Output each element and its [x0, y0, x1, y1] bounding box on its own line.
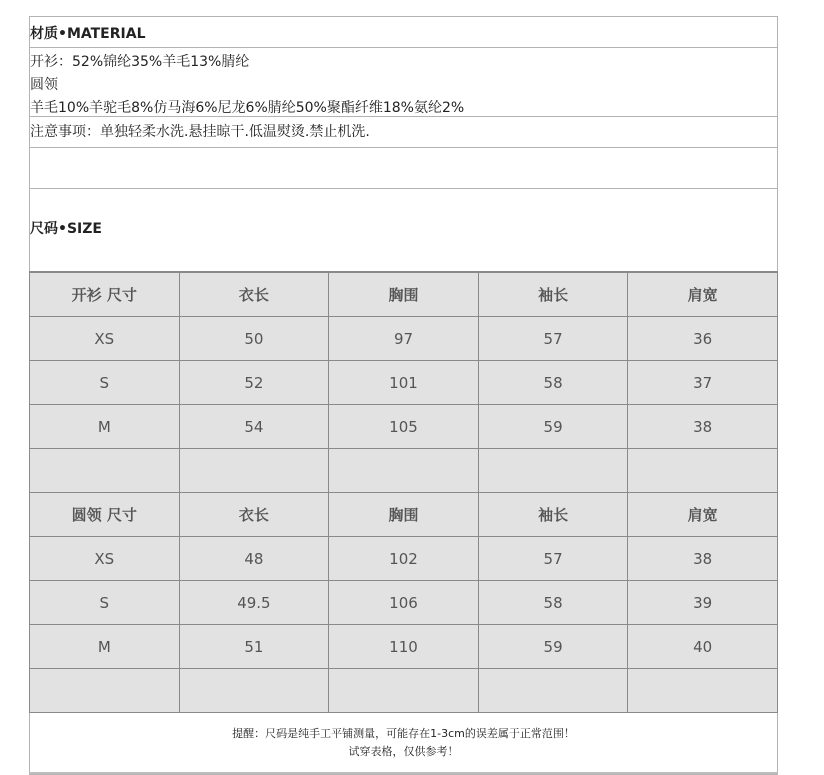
cardigan-header-cell: 袖长 — [478, 272, 628, 317]
table-cell: 40 — [628, 625, 778, 669]
care-row — [30, 117, 777, 148]
table-row — [30, 625, 778, 669]
table-cell: 36 — [628, 317, 778, 361]
material-heading-row — [30, 17, 777, 48]
table-row — [30, 537, 778, 581]
table-cell: S — [30, 361, 180, 405]
table-cell: 58 — [478, 361, 628, 405]
table-cell — [30, 449, 180, 493]
table-cell: 49.5 — [179, 581, 329, 625]
table-cell — [478, 449, 628, 493]
table-cell: XS — [30, 317, 180, 361]
table-cell: 106 — [329, 581, 479, 625]
care-instructions: 注意事项：单独轻柔水洗.悬挂晾干.低温熨烫.禁止机洗. — [30, 124, 370, 140]
note-line-1: 提醒：尺码是纯手工平铺测量，可能存在1-3cm的误差属于正常范围！ — [232, 727, 575, 740]
table-cell: 38 — [628, 537, 778, 581]
crew-header-cell: 胸围 — [329, 493, 479, 537]
table-cell: 50 — [179, 317, 329, 361]
table-cell: M — [30, 625, 180, 669]
table-cell: S — [30, 581, 180, 625]
crew-material: 羊毛10%羊驼毛8%仿马海6%尼龙6%腈纶50%聚酯纤维18%氨纶2% — [30, 100, 465, 116]
table-cell: 57 — [478, 537, 628, 581]
table-row — [30, 669, 778, 713]
table-cell: 38 — [628, 405, 778, 449]
table-cell: 54 — [179, 405, 329, 449]
cardigan-header-cell: 肩宽 — [628, 272, 778, 317]
table-cell: 51 — [179, 625, 329, 669]
table-cell — [179, 449, 329, 493]
table-cell: M — [30, 405, 180, 449]
size-heading-row — [30, 189, 777, 271]
size-note — [29, 713, 778, 775]
crew-header-cell: 肩宽 — [628, 493, 778, 537]
table-cell: 101 — [329, 361, 479, 405]
material-composition — [30, 48, 777, 117]
crew-header-cell: 衣长 — [179, 493, 329, 537]
cardigan-material: 开衫：52%锦纶35%羊毛13%腈纶 — [30, 54, 250, 70]
spacer-row — [30, 148, 777, 189]
size-table — [29, 271, 778, 713]
table-cell: 102 — [329, 537, 479, 581]
table-cell: 97 — [329, 317, 479, 361]
cardigan-header-cell: 衣长 — [179, 272, 329, 317]
table-cell — [30, 669, 180, 713]
crew-header-cell: 袖长 — [478, 493, 628, 537]
material-heading: 材质•MATERIAL — [30, 26, 146, 42]
table-cell: 57 — [478, 317, 628, 361]
material-section — [29, 16, 778, 271]
table-cell — [628, 669, 778, 713]
table-cell: 110 — [329, 625, 479, 669]
table-row — [30, 405, 778, 449]
table-cell: 58 — [478, 581, 628, 625]
table-cell — [628, 449, 778, 493]
table-row — [30, 449, 778, 493]
table-cell — [329, 669, 479, 713]
size-heading: 尺码•SIZE — [30, 221, 102, 237]
bottom-divider — [29, 772, 778, 774]
table-cell: XS — [30, 537, 180, 581]
table-row — [30, 361, 778, 405]
table-cell: 37 — [628, 361, 778, 405]
crew-header-row — [30, 493, 778, 537]
table-cell — [179, 669, 329, 713]
table-row — [30, 581, 778, 625]
table-cell: 52 — [179, 361, 329, 405]
table-cell: 59 — [478, 405, 628, 449]
table-cell: 39 — [628, 581, 778, 625]
table-cell: 59 — [478, 625, 628, 669]
cardigan-header-cell: 胸围 — [329, 272, 479, 317]
crew-header-cell: 圆领 尺寸 — [30, 493, 180, 537]
product-info — [29, 16, 778, 775]
note-line-2: 试穿表格，仅供参考！ — [348, 745, 459, 758]
table-cell — [329, 449, 479, 493]
table-cell — [478, 669, 628, 713]
table-row — [30, 317, 778, 361]
table-cell: 48 — [179, 537, 329, 581]
cardigan-header-row — [30, 272, 778, 317]
crew-label: 圆领 — [30, 77, 58, 93]
table-cell: 105 — [329, 405, 479, 449]
cardigan-header-cell: 开衫 尺寸 — [30, 272, 180, 317]
